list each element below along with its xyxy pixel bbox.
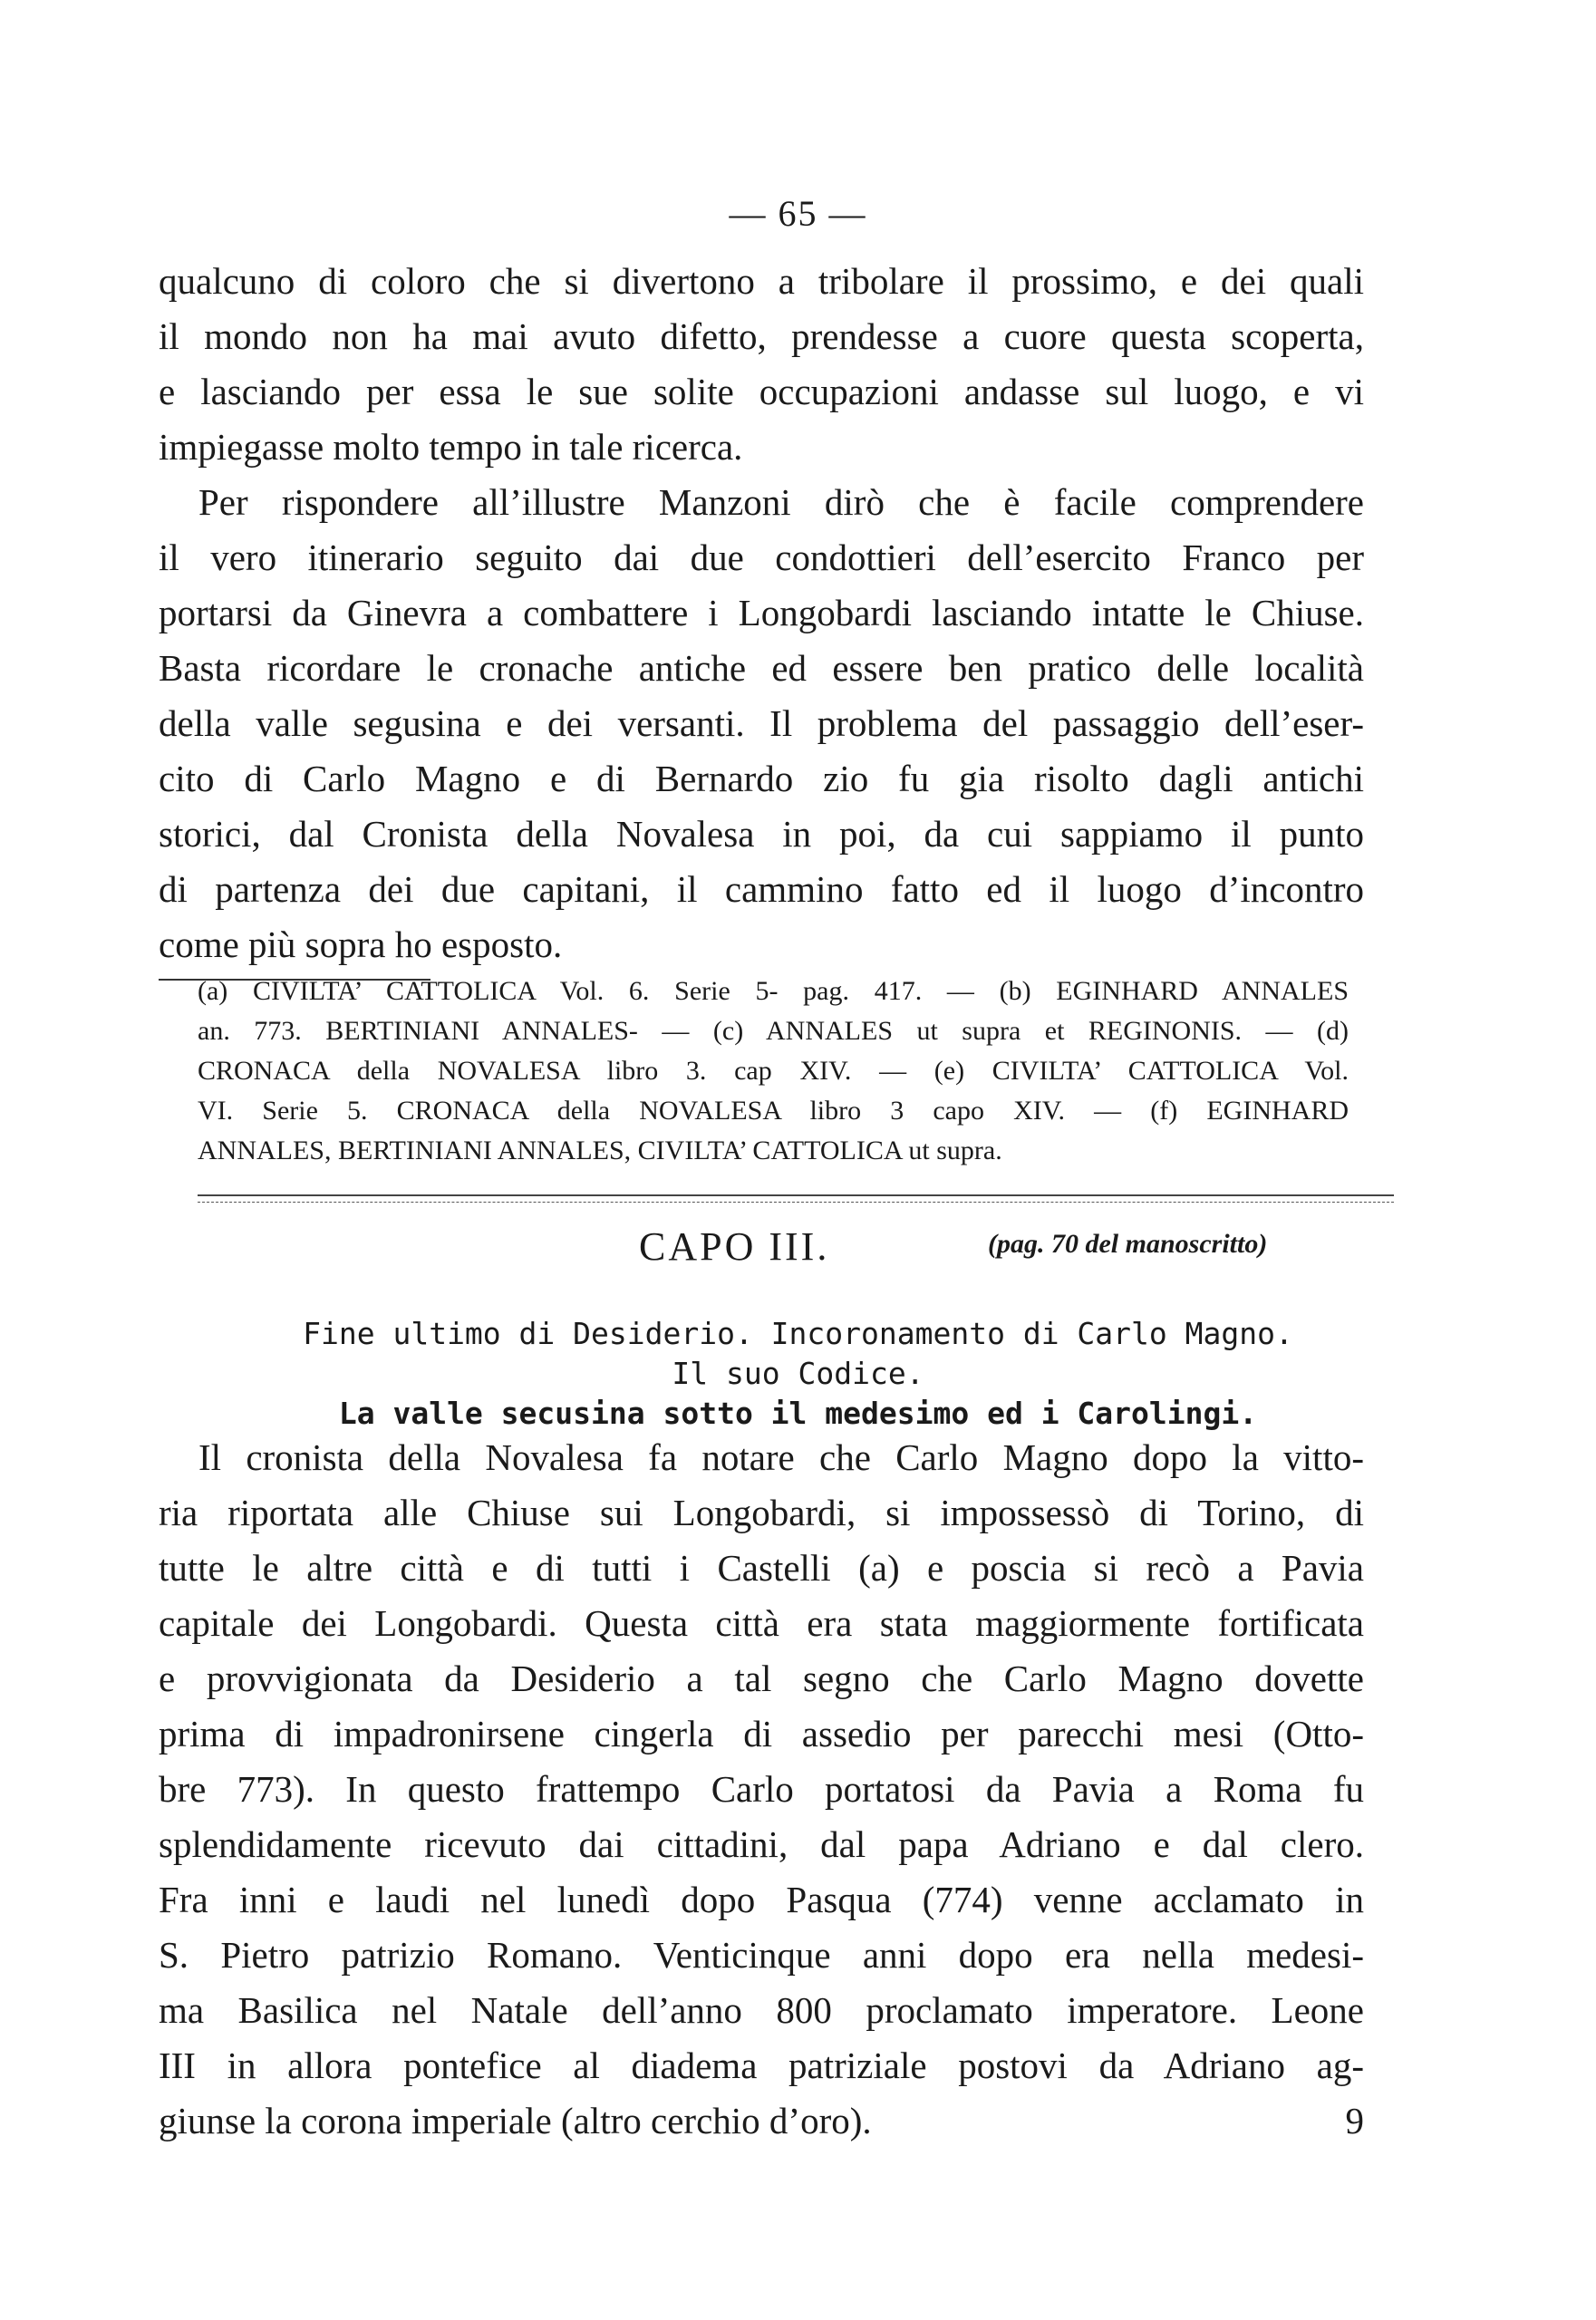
text-line: il mondo non ha mai avuto difetto, prendesse a cuore questa scoperta,: [159, 315, 1364, 357]
footnote-line: CRONACA della NOVALESA libro 3. cap XIV. — (e) CIVILTA’ CATTOLICA Vol.: [198, 1056, 1349, 1086]
section-divider-dashed: [198, 1202, 1394, 1203]
chapter-heading: CAPO III.: [639, 1224, 830, 1269]
text-line-last: [159, 2093, 1364, 2149]
body-text-bottom: [159, 1430, 1364, 2149]
text-line: cito di Carlo Magno e di Bernardo zio fu gia risolto dagli antichi: [159, 758, 1364, 799]
text-line: Per rispondere all’illustre Manzoni dirò che è facile comprendere: [198, 481, 1364, 523]
chapter-subtitle: Il suo Codice.: [672, 1356, 924, 1391]
text-line: Fra inni e laudi nel lunedì dopo Pasqua (774) venne acclamato in: [159, 1879, 1364, 1920]
text-line: e lasciando per essa le sue solite occupazioni andasse sul luogo, e vi: [159, 371, 1364, 412]
text-line: ma Basilica nel Natale dell’anno 800 proclamato imperatore. Leone: [159, 1989, 1364, 2031]
footnotes: [198, 972, 1349, 1171]
page-number: — 65 —: [729, 193, 867, 234]
signature-mark: 9: [1345, 2100, 1364, 2141]
text-line: il vero itinerario seguito dai due condottieri dell’esercito Franco per: [159, 536, 1364, 578]
text-line: giunse la corona imperiale (altro cerchio d’oro).: [159, 2100, 872, 2141]
chapter-subtitle: La valle secusina sotto il medesimo ed i Carolingi.: [338, 1396, 1258, 1431]
text-line: bre 773). In questo frattempo Carlo portatosi da Pavia a Roma fu: [159, 1768, 1364, 1810]
text-line: splendidamente ricevuto dai cittadini, dal papa Adriano e dal clero.: [159, 1823, 1364, 1865]
text-line: capitale dei Longobardi. Questa città era stata maggiormente fortificata: [159, 1602, 1364, 1644]
text-line: e provvigionata da Desiderio a tal segno che Carlo Magno dovette: [159, 1658, 1364, 1699]
text-line: come più sopra ho esposto.: [159, 923, 563, 965]
text-line: di partenza dei due capitani, il cammino fatto ed il luogo d’incontro: [159, 868, 1364, 910]
footnote-line: ANNALES, BERTINIANI ANNALES, CIVILTA’ CATTOLICA ut supra.: [198, 1136, 1002, 1165]
text-line: S. Pietro patrizio Romano. Venticinque anni dopo era nella medesi-: [159, 1934, 1364, 1976]
text-line: III in allora pontefice al diadema patriziale postovi da Adriano ag-: [159, 2044, 1364, 2086]
chapter-note: (pag. 70 del manoscritto): [988, 1229, 1268, 1259]
footnote-line: VI. Serie 5. CRONACA della NOVALESA libro 3 capo XIV. — (f) EGINHARD: [198, 1096, 1349, 1126]
footnote-line: an. 773. BERTINIANI ANNALES- — (c) ANNALES ut supra et REGINONIS. — (d): [198, 1016, 1349, 1046]
text-line: Il cronista della Novalesa fa notare che Carlo Magno dopo la vitto-: [198, 1436, 1364, 1478]
text-line: tutte le altre città e di tutti i Castelli (a) e poscia si recò a Pavia: [159, 1547, 1364, 1589]
body-text-top: [159, 254, 1364, 972]
text-line: ria riportata alle Chiuse sui Longobardi, si impossessò di Torino, di: [159, 1492, 1364, 1533]
footnote-line: (a) CIVILTA’ CATTOLICA Vol. 6. Serie 5- pag. 417. — (b) EGINHARD ANNALES: [198, 976, 1349, 1006]
text-line: della valle segusina e dei versanti. Il problema del passaggio dell’eser-: [159, 702, 1364, 744]
text-line: qualcuno di coloro che si divertono a tribolare il prossimo, e dei quali: [159, 260, 1364, 302]
text-line: portarsi da Ginevra a combattere i Longobardi lasciando intatte le Chiuse.: [159, 592, 1364, 633]
text-line: impiegasse molto tempo in tale ricerca.: [159, 426, 743, 468]
chapter-subtitle: Fine ultimo di Desiderio. Incoronamento di Carlo Magno.: [303, 1316, 1293, 1351]
section-divider: [198, 1194, 1394, 1196]
text-line: storici, dal Cronista della Novalesa in poi, da cui sappiamo il punto: [159, 813, 1364, 855]
text-line: Basta ricordare le cronache antiche ed essere ben pratico delle località: [159, 647, 1364, 689]
text-line: prima di impadronirsene cingerla di assedio per parecchi mesi (Otto-: [159, 1713, 1364, 1754]
